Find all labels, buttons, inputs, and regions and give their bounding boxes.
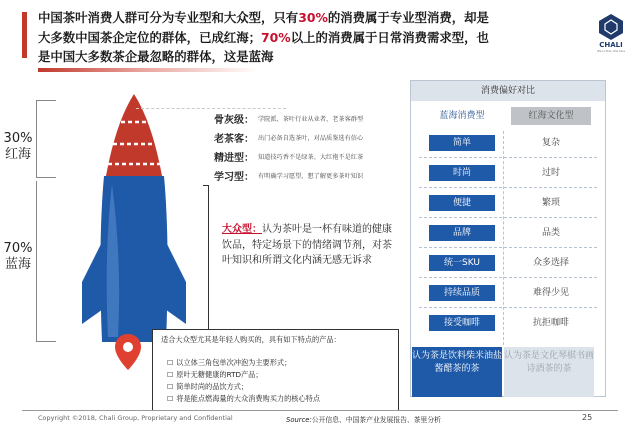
- callout-bullet-1: ☐ 以立体三角包单次冲泡为主要形式；: [167, 357, 393, 370]
- blue-row-1: 简单: [429, 135, 495, 151]
- red-row-3: 繁琐: [541, 198, 560, 208]
- blue-sea-bracket: [36, 181, 37, 341]
- blue-sea-header: 蓝海消费型: [439, 111, 485, 121]
- red-sea-top-line: [36, 100, 56, 101]
- red-row-2: 过时: [541, 168, 560, 178]
- red-row-4: 品类: [541, 228, 560, 238]
- page-number: 25: [582, 413, 593, 422]
- red-sea-label: 30% 红海: [3, 131, 33, 162]
- callout-intro: 适合大众型尤其是年轻人购买的，具有如下特点的产品：: [161, 335, 341, 344]
- red-sea-summary: 认为茶是文化琴棋书画诗酒茶的茶: [504, 347, 594, 397]
- tier-desc-1: 学院派、茶叶行业从业者、老茶客群型: [258, 116, 364, 123]
- logo-tagline: life is fine, the fare: [596, 49, 626, 53]
- blue-sea-bottom-line: [36, 341, 56, 342]
- row-separator: [419, 277, 597, 278]
- tier-desc-2: 出门必备自选茶叶，对品质鉴选有信心: [258, 135, 364, 142]
- blue-row-4: 品牌: [429, 225, 495, 241]
- tier-desc-4: 有明确学习愿望，想了解更多茶叶知识: [258, 173, 364, 180]
- red-row-6: 难得少见: [532, 288, 569, 298]
- tier-name-1: 骨灰级：: [214, 115, 254, 126]
- red-row-5: 众多选择: [532, 258, 569, 268]
- blue-sea-summary: 认为茶是饮料柴米油盐酱醋茶的茶: [412, 347, 502, 397]
- blue-row-5: 统一SKU: [429, 255, 495, 271]
- blue-row-7: 接受咖啡: [429, 315, 495, 331]
- tier-desc-3: 知道技巧香不是绿茶、大红袍不是红茶: [258, 154, 364, 161]
- panel-title: 消费偏好对比: [411, 81, 605, 101]
- mass-bracket: [203, 185, 209, 337]
- red-sea-bottom-line: [36, 177, 56, 178]
- callout-bullet-3: ☐ 简单时尚的品饮方式；: [167, 381, 393, 394]
- row-separator: [419, 187, 597, 188]
- tier-name-2: 老茶客：: [214, 134, 254, 145]
- mass-consumer-text: 大众型：认为茶叶是一杯有味道的健康饮品，特定场景下的情绪调节剂，对茶叶知识和所谓文化内涵无感无诉求: [222, 224, 392, 266]
- blue-row-3: 便捷: [429, 195, 495, 211]
- product-callout-box: [152, 329, 399, 411]
- red-row-1: 复杂: [541, 138, 560, 148]
- location-pin-icon: [114, 333, 142, 375]
- source-note: Source:公开信息、中国茶产业发展报告、茶里分析: [286, 416, 441, 424]
- footer-divider: [22, 410, 618, 411]
- row-separator: [419, 217, 597, 218]
- blue-sea-label: 70% 蓝海: [3, 241, 33, 272]
- title-underline-stripe: [38, 68, 258, 72]
- blue-row-6: 持续品质: [429, 285, 495, 301]
- rocket-graphic: [30, 92, 230, 352]
- row-separator: [419, 157, 597, 158]
- panel-divider: [503, 131, 504, 345]
- copyright-text: Copyright ©2018, Chali Group, Proprietary and Confidential: [38, 414, 233, 422]
- row-separator: [419, 307, 597, 308]
- callout-bullet-2: ☐ 原叶无糖健康的RTD产品；: [167, 369, 393, 382]
- logo-name: CHALI: [599, 41, 623, 49]
- page-title: 中国茶叶消费人群可分为专业型和大众型，只有30%的消费属于专业型消费，却是 大多数中国茶企定位的群体，已成红海；70%以上的消费属于日常消费需求型，也 是中国大多数茶企最忽略的群体，这是蓝海: [38, 10, 489, 64]
- callout-bullet-4: ☐ 将是能点燃海量的大众消费购买力的核心特点: [167, 393, 393, 406]
- chali-logo: [592, 12, 630, 54]
- tier-name-3: 精进型：: [214, 153, 254, 164]
- row-separator: [419, 247, 597, 248]
- tier-connector-1: [136, 108, 286, 109]
- red-row-7: 抗拒咖啡: [532, 318, 569, 328]
- blue-row-2: 时尚: [429, 165, 495, 181]
- title-accent-bar: [22, 12, 27, 58]
- red-sea-bracket: [36, 100, 37, 177]
- tier-name-4: 学习型：: [214, 172, 254, 183]
- red-sea-header: 红海文化型: [511, 107, 591, 125]
